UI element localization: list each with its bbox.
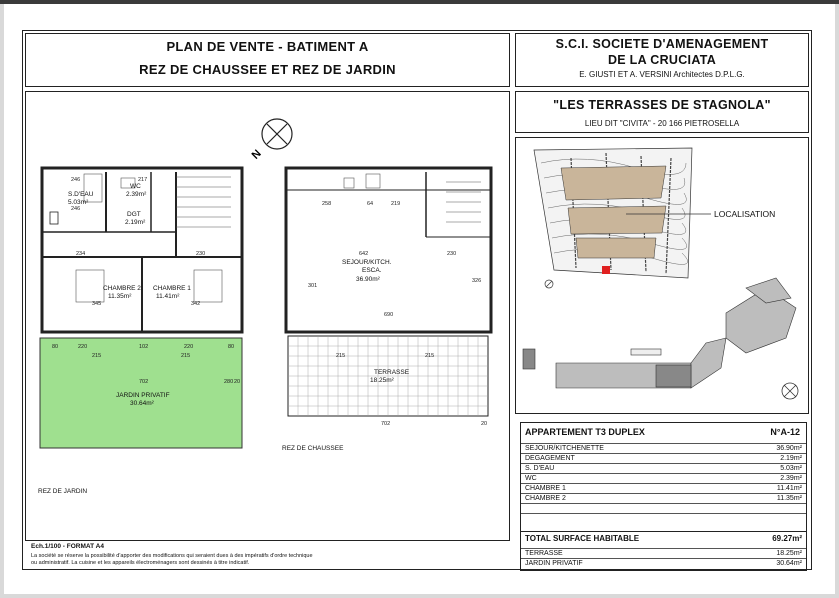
room-name: JARDIN PRIVATIF xyxy=(525,560,583,567)
dim: 215 xyxy=(336,353,346,359)
table-row xyxy=(521,443,806,453)
room-name: DEGAGEMENT xyxy=(525,455,575,462)
level-label-chaussee: REZ DE CHAUSSEE xyxy=(282,445,344,452)
apartment-type: APPARTEMENT T3 DUPLEX xyxy=(525,427,645,437)
total-value: 69.27m² xyxy=(772,534,802,543)
dim: 220 xyxy=(78,344,88,350)
room-name: CHAMBRE 1 xyxy=(525,485,566,492)
room-wc-area: 2.39m² xyxy=(126,191,147,198)
project-address: LIEU DIT "CIVITA" - 20 166 PIETROSELLA xyxy=(584,119,740,128)
dim: 246 xyxy=(71,206,81,212)
architects: E. GIUSTI ET A. VERSINI Architectes D.P.L.G. xyxy=(579,70,745,79)
svg-text:N: N xyxy=(249,147,264,162)
room-ch2-label: CHAMBRE 2 xyxy=(103,285,141,292)
room-name: CHAMBRE 2 xyxy=(525,495,566,502)
table-row xyxy=(521,453,806,463)
title-box xyxy=(25,33,510,87)
project-name: "LES TERRASSES DE STAGNOLA" xyxy=(553,98,771,112)
company-box xyxy=(515,33,809,87)
dim: 230 xyxy=(196,251,206,257)
floor-plans xyxy=(26,92,510,541)
dim: 702 xyxy=(381,421,391,427)
dim: 690 xyxy=(384,312,394,318)
plan-subtitle: REZ DE CHAUSSEE ET REZ DE JARDIN xyxy=(139,62,396,77)
dim: 326 xyxy=(472,278,482,284)
room-wc-label: WC xyxy=(130,183,141,190)
level-label-jardin: REZ DE JARDIN xyxy=(38,488,88,495)
apartment-location-marker xyxy=(602,266,610,274)
room-jardin-label: JARDIN PRIVATIF xyxy=(116,392,170,399)
apartment-number: N°A-12 xyxy=(770,427,800,437)
room-name: TERRASSE xyxy=(525,550,563,557)
table-row-empty xyxy=(521,503,806,513)
room-dgt-label: DGT xyxy=(127,211,141,218)
dim: 217 xyxy=(138,177,148,183)
room-ch1-area: 11.41m² xyxy=(156,293,180,300)
table-row xyxy=(521,483,806,493)
dim: 64 xyxy=(367,201,374,207)
table-row xyxy=(521,493,806,503)
room-area: 2.19m² xyxy=(780,455,802,462)
dim: 215 xyxy=(425,353,435,359)
building-block-c xyxy=(576,238,656,258)
room-sdeau-area: 5.03m² xyxy=(68,199,89,206)
plan-rez-de-chaussee xyxy=(282,168,491,452)
room-ch2-area: 11.35m² xyxy=(108,293,132,300)
room-name: S. D'EAU xyxy=(525,465,555,472)
project-box xyxy=(515,91,809,133)
room-name: SEJOUR/KITCHENETTE xyxy=(525,445,604,452)
company-name: S.C.I. SOCIETE D'AMENAGEMENT xyxy=(555,37,769,51)
apartment-table xyxy=(520,422,807,571)
plan-rez-de-jardin xyxy=(38,168,242,495)
dim: 80 xyxy=(228,344,235,350)
total-label: TOTAL SURFACE HABITABLE xyxy=(525,534,640,543)
room-sejour-label-2: ESCA. xyxy=(362,267,382,274)
dim: 80 xyxy=(52,344,59,350)
table-row xyxy=(521,473,806,483)
room-area: 11.41m² xyxy=(776,485,802,492)
room-area: 11.35m² xyxy=(776,495,802,502)
room-area: 5.03m² xyxy=(780,465,802,472)
dim: 230 xyxy=(447,251,457,257)
dim: 215 xyxy=(181,353,191,359)
scale-text: Ech.1/100 - FORMAT A4 xyxy=(31,543,104,550)
disclaimer-line-2: ou administratif. La cuisine et les appareils électroménagers sont dessinés à titre indicatif. xyxy=(31,560,250,566)
localisation-label: LOCALISATION xyxy=(714,209,776,219)
room-area: 2.39m² xyxy=(780,475,802,482)
dim: 219 xyxy=(391,201,401,207)
building-block-a xyxy=(561,166,666,200)
room-sejour-label: SEJOUR/KITCH. xyxy=(342,259,392,266)
company-name-2: DE LA CRUCIATA xyxy=(607,53,717,67)
room-ch1-label: CHAMBRE 1 xyxy=(153,285,191,292)
table-row xyxy=(521,558,806,568)
dim: 345 xyxy=(92,301,102,307)
table-row xyxy=(521,463,806,473)
dim: 280 xyxy=(224,379,234,385)
plans-box xyxy=(25,91,510,541)
room-name: WC xyxy=(525,475,537,482)
site-map xyxy=(516,138,809,414)
dim: 20 xyxy=(234,379,241,385)
room-sejour-area: 36.90m² xyxy=(356,276,380,283)
dim: 246 xyxy=(71,177,81,183)
dim: 258 xyxy=(322,201,332,207)
dim: 220 xyxy=(184,344,194,350)
room-jardin-area: 30.64m² xyxy=(130,400,154,407)
dim: 301 xyxy=(308,283,318,289)
room-area: 30.64m² xyxy=(776,560,802,567)
table-row-empty xyxy=(521,513,806,523)
plan-title: PLAN DE VENTE - BATIMENT A xyxy=(166,39,369,54)
dim: 20 xyxy=(481,421,488,427)
room-terrasse-label: TERRASSE xyxy=(374,369,410,376)
dim: 642 xyxy=(359,251,369,257)
dim: 215 xyxy=(92,353,102,359)
north-compass-icon xyxy=(250,119,292,162)
room-sdeau-label: S.D'EAU xyxy=(68,191,94,198)
dim: 102 xyxy=(139,344,149,350)
room-dgt-area: 2.19m² xyxy=(125,219,146,226)
disclaimer-line-1: La société se réserve la possibilité d'apporter des modifications qui seraient dues à des impératifs d'ordre technique xyxy=(31,553,313,559)
table-row xyxy=(521,548,806,558)
room-area: 36.90m² xyxy=(776,445,802,452)
room-terrasse-area: 18.25m² xyxy=(370,377,394,384)
dim: 342 xyxy=(191,301,201,307)
building-block-b xyxy=(568,206,666,234)
total-row xyxy=(521,531,806,545)
room-area: 18.25m² xyxy=(776,550,802,557)
localisation-box xyxy=(515,137,809,414)
dim: 702 xyxy=(139,379,149,385)
dim: 234 xyxy=(76,251,86,257)
building-footprint xyxy=(523,278,796,388)
